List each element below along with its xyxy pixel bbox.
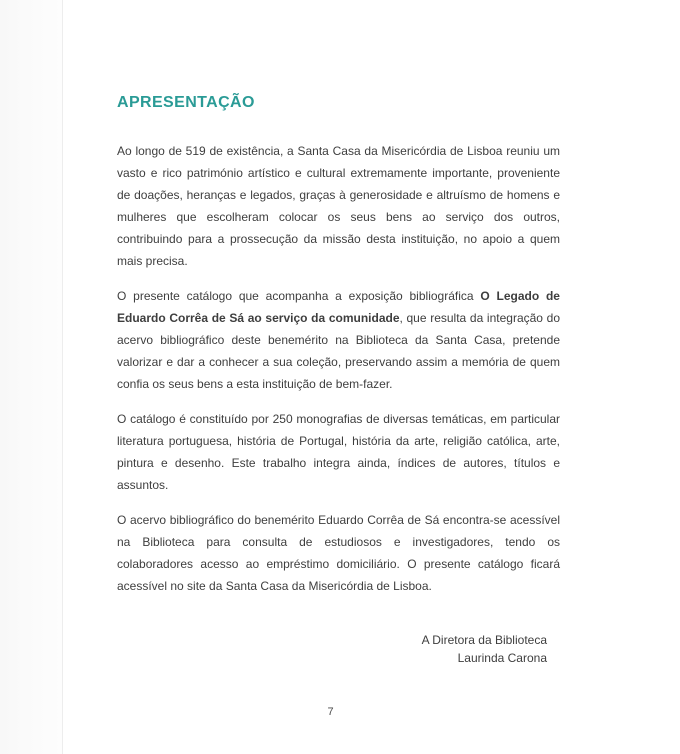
text-run: Ao longo de 519 de existência, a Santa Casa da Misericórdia de Lisboa reuniu um vasto e rico património artístico e cultural extremamente importante, proveniente de doações, heranças e legados, graças à generosidade e altruísmo de homens e mulheres que escolheram colocar os seus bens ao serviço dos outros, contribuindo para a prossecução da missão desta instituição, no apoio a quem mais precisa. [117, 144, 560, 268]
text-run: O acervo bibliográfico do benemérito Eduardo Corrêa de Sá encontra-se acessível na Biblioteca para consulta de estudiosos e investigadores, tendo os colaboradores acesso ao empréstimo domiciliário. O presente catálogo ficará acessível no site da Santa Casa da Misericórdia de Lisboa. [117, 513, 560, 593]
signature-block [117, 631, 547, 667]
text-run: O catálogo é constituído por 250 monografias de diversas temáticas, em particular literatura portuguesa, história de Portugal, história da arte, religião católica, arte, pintura e desenho. Este trabalho integra ainda, índices de autores, títulos e assuntos. [117, 412, 560, 492]
page-number: 7 [327, 706, 334, 718]
paragraph-1 [117, 140, 560, 272]
page-title: APRESENTAÇÃO [117, 94, 255, 111]
signature-name: Laurinda Carona [457, 651, 547, 665]
text-run: O presente catálogo que acompanha a exposição bibliográfica [117, 289, 481, 303]
scan-page-edge [0, 0, 63, 754]
signature-role: A Diretora da Biblioteca [421, 633, 547, 647]
text-run: , que resulta da integração do acervo bibliográfico deste benemérito na Biblioteca da Santa Casa, pretende valorizar e dar a conhecer a sua coleção, preservando assim a memória de quem confia os seus bens a esta instituição de bem-fazer. [117, 311, 560, 391]
content-column [117, 93, 560, 610]
paragraph-3 [117, 408, 560, 496]
paragraph-2 [117, 285, 560, 395]
paragraph-4 [117, 509, 560, 597]
text-run-bold: O Legado de Eduardo Corrêa de Sá ao serviço da comunidade [117, 289, 560, 325]
